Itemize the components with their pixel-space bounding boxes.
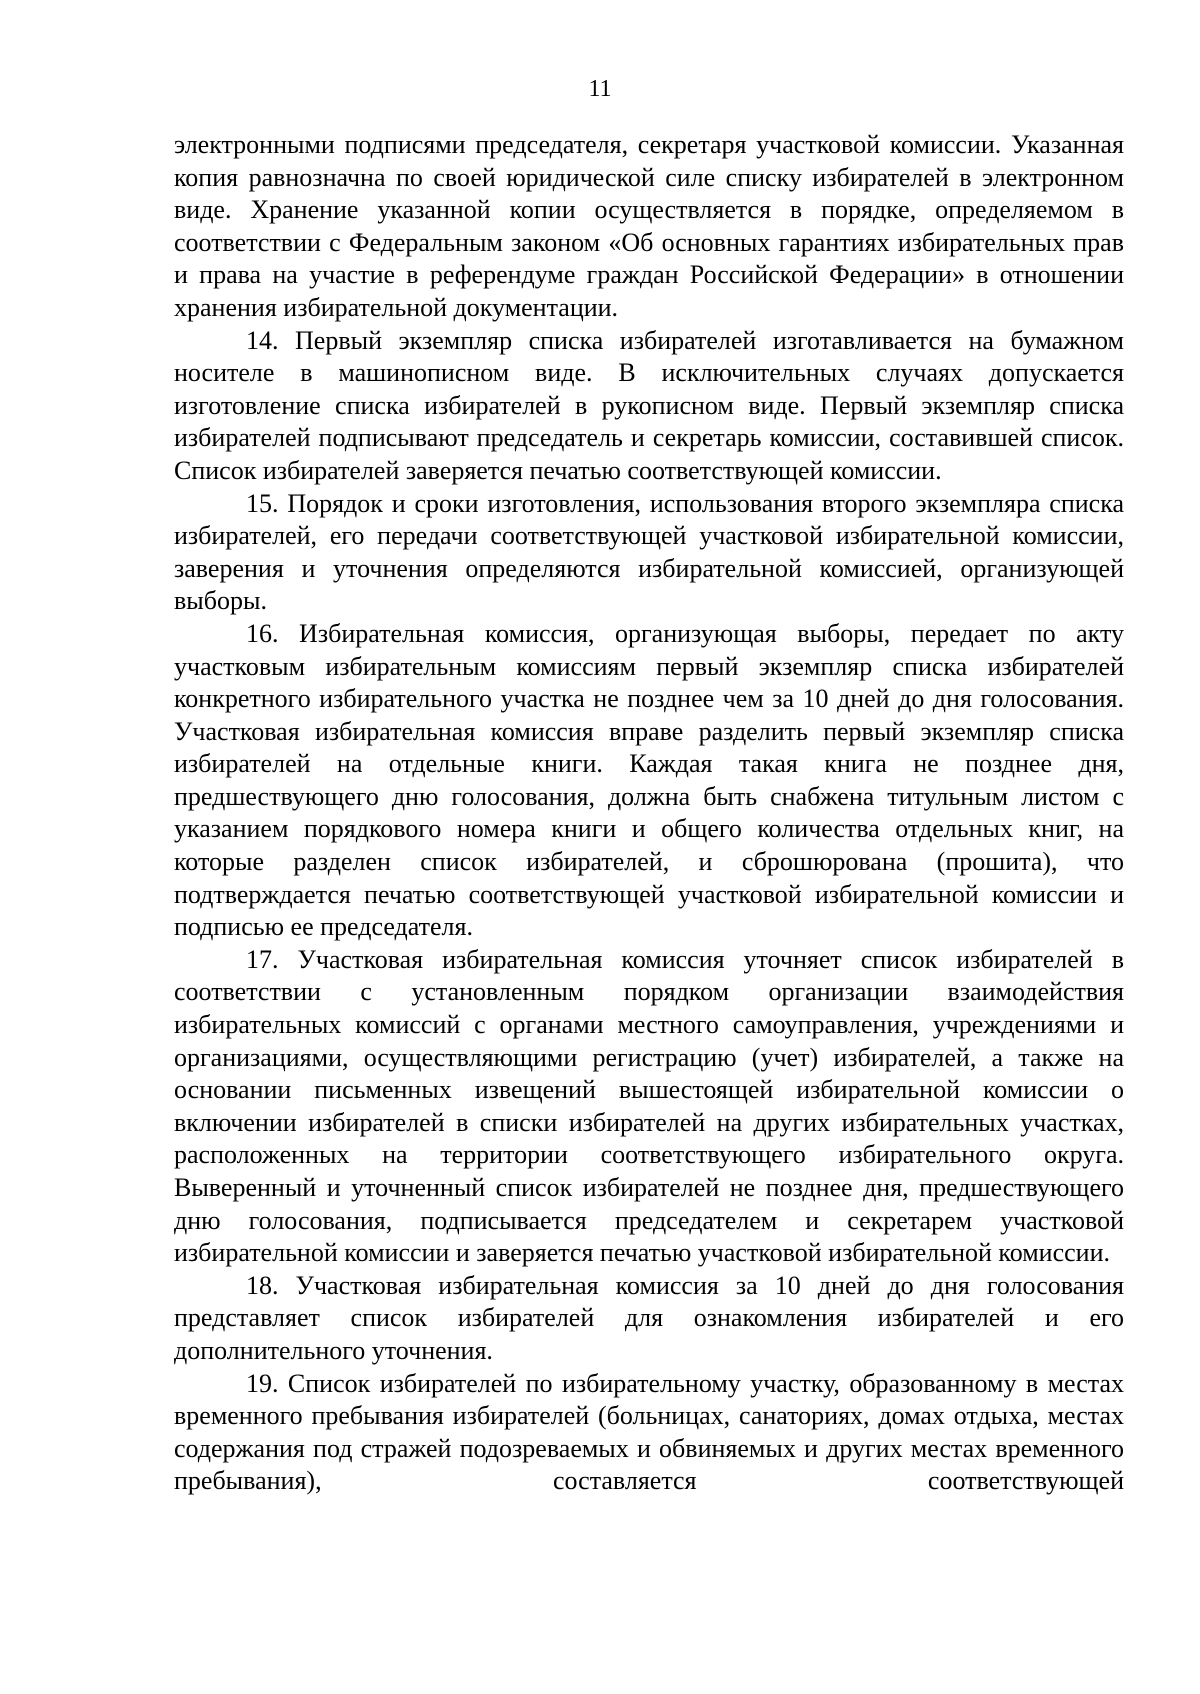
- paragraph-14: 14. Первый экземпляр списка избирателей изготавливается на бумажном носителе в машинописном виде. В исключительных случаях допускается изготовление списка избирателей в рукописном виде. Первый экземпляр списка избирателей подписывают председатель и секретарь комиссии, составившей список. Список избирателей заверяется печатью соответствующей комиссии.: [174, 325, 1124, 485]
- document-body: [174, 129, 1124, 1498]
- paragraph-16: 16. Избирательная комиссия, организующая выборы, передает по акту участковым избирательным комиссиям первый экземпляр списка избирателей конкретного избирательного участка не позднее чем за 10 дней до дня голосования. Участковая избирательная комиссия вправе разделить первый экземпляр списка избирателей на отдельные книги. Каждая такая книга не позднее дня, предшествующего дню голосования, должна быть снабжена титульным листом с указанием порядкового номера книги и общего количества отдельных книг, на которые разделен список избирателей, и сброшюрована (прошита), что подтверждается печатью соответствующей участковой избирательной комиссии и подписью ее председателя.: [174, 618, 1124, 942]
- page-number: 11: [588, 76, 612, 102]
- paragraph-18: 18. Участковая избирательная комиссия за 10 дней до дня голосования представляет список избирателей для ознакомления избирателей и его дополнительного уточнения.: [174, 1270, 1124, 1365]
- paragraph-19: 19. Список избирателей по избирательному участку, образованному в местах временного пребывания избирателей (больницах, санаториях, домах отдыха, местах содержания под стражей подозреваемых и обвиняемых и других местах временного пребывания), составляется соответствующей: [174, 1368, 1124, 1496]
- paragraph-15: 15. Порядок и сроки изготовления, использования второго экземпляра списка избирателей, его передачи соответствующей участковой избирательной комиссии, заверения и уточнения определяются избирательной комиссией, организующей выборы.: [174, 488, 1124, 616]
- paragraph-continuation: электронными подписями председателя, секретаря участковой комиссии. Указанная копия равнозначна по своей юридической силе списку избирателей в электронном виде. Хранение указанной копии осуществляется в порядке, определяемом в соответствии с Федеральным законом «Об основных гарантиях избирательных прав и права на участие в референдуме граждан Российской Федерации» в отношении хранения избирательной документации.: [174, 130, 1124, 322]
- paragraph-17: 17. Участковая избирательная комиссия уточняет список избирателей в соответствии с установленным порядком организации взаимодействия избирательных комиссий с органами местного самоуправления, учреждениями и организациями, осуществляющими регистрацию (учет) избирателей, а также на основании письменных извещений вышестоящей избирательной комиссии о включении избирателей в списки избирателей на других избирательных участках, расположенных на территории соответствующего избирательного округа. Выверенный и уточненный список избирателей не позднее дня, предшествующего дню голосования, подписывается председателем и секретарем участковой избирательной комиссии и заверяется печатью участковой избирательной комиссии.: [174, 944, 1124, 1268]
